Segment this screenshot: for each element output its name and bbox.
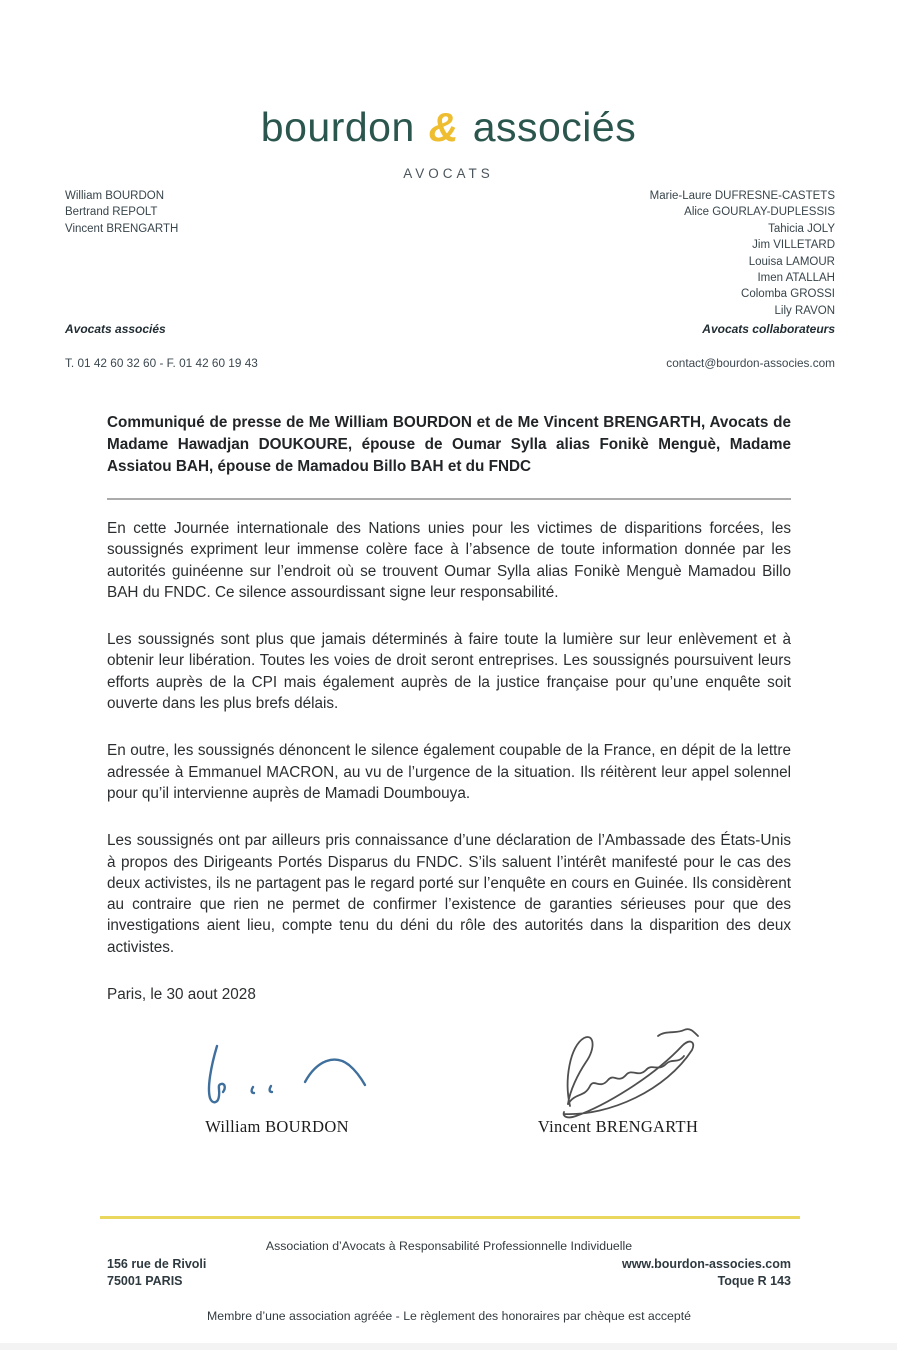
signatory-name-right: Vincent BRENGARTH	[537, 1117, 699, 1136]
email-line: contact@bourdon-associes.com	[666, 356, 835, 370]
toque-number: Toque R 143	[717, 1274, 791, 1288]
membership-line: Membre d’une association agréée - Le règlement des honoraires par chèque est accepté	[207, 1309, 691, 1323]
paragraph-1: En cette Journée internationale des Nations unies pour les victimes de disparitions forcées, les soussignés expriment leur immense colère face à l’absence de toute information donnée par les autorités guinéenne sur l’endroit où se trouvent Oumar Sylla alias Fonikè Menguè Mamadou Billo BAH du FNDC. Ce silence assourdissant signe leur responsabilité.	[107, 520, 791, 601]
website-text: www.bourdon-associes.com	[621, 1257, 791, 1271]
paragraph-2: Les soussignés sont plus que jamais déterminés à faire toute la lumière sur leur enlèvement et à obtenir leur libération. Toutes les voies de droit seront entreprises. Les soussignés poursuivent leurs efforts auprès de la CPI mais également auprès de la justice française pour qu’une enquête soit ouverte dans les plus brefs délais.	[107, 631, 791, 713]
associate-name: William BOURDON	[65, 190, 165, 202]
phone-fax-line: T. 01 42 60 32 60 - F. 01 42 60 19 43	[65, 356, 258, 370]
collaborator-name: Louisa LAMOUR	[748, 255, 835, 268]
paragraph-4: Les soussignés ont par ailleurs pris connaissance d’une déclaration de l’Ambassade des États-Unis à propos des Dirigeants Portés Disparus du FNDC. S’ils saluent l’intérêt manifesté pour le cas des deux activistes, ils ne partagent pas le regard porté sur l’enquête en cours en Guinée. Ils considèrent au contraire que rien ne permet de confirmer l’existence de garanties sérieuses pour que des investigations aient lieu, compte tenu du déni du rôle des autorités dans la disparition des deux activistes.	[107, 832, 791, 956]
collaborator-name: Jim VILLETARD	[752, 239, 835, 252]
page-bottom-edge	[0, 1343, 897, 1350]
logo-ampersand: &	[428, 104, 459, 150]
collaborator-name: Tahicia JOLY	[768, 222, 835, 235]
letter-body	[107, 412, 791, 1005]
collaborator-name: Colomba GROSSI	[741, 288, 835, 301]
collaborator-name: Marie-Laure DUFRESNE-CASTETS	[649, 190, 835, 202]
address-street: 156 rue de Rivoli	[107, 1257, 207, 1271]
heading-divider	[107, 498, 791, 500]
footer-web-toque	[622, 1256, 791, 1290]
collaborators-label: Avocats collaborateurs	[702, 322, 835, 336]
vincent-brengarth-signature	[540, 1028, 705, 1123]
footer-divider	[100, 1216, 800, 1219]
associates-label: Avocats associés	[65, 322, 166, 336]
date-place-line: Paris, le 30 aout 2028	[107, 986, 256, 1004]
associate-name: Vincent BRENGARTH	[65, 222, 179, 235]
logo-part1: bourdon	[260, 104, 415, 150]
associates-name-list	[65, 188, 178, 237]
press-release-heading: Communiqué de presse de Me William BOURDON et de Me Vincent BRENGARTH, Avocats de Madame Hawadjan DOUKOURE, épouse de Oumar Sylla alias Fonikè Menguè, Madame Assiatou BAH, épouse de Mamadou Billo BAH et du FNDC	[107, 414, 791, 475]
collaborator-name: Imen ATALLAH	[757, 272, 835, 285]
collaborator-name: Alice GOURLAY-DUPLESSIS	[684, 206, 835, 219]
signatory-name-left: William BOURDON	[205, 1117, 349, 1136]
footer-address	[107, 1256, 206, 1290]
paragraph-3: En outre, les soussignés dénoncent le silence également coupable de la France, en dépit de la lettre adressée à Emmanuel MACRON, au vu de l’urgence de la situation. Ils réitèrent leur appel solennel pour qu’il intervienne auprès de Mamadi Doumbouya.	[107, 742, 791, 802]
collaborators-name-list	[650, 188, 835, 319]
william-bourdon-signature	[195, 1040, 410, 1120]
footer-contact-grid	[107, 1256, 791, 1290]
associate-name: Bertrand REPOLT	[65, 206, 158, 219]
firm-subtitle: AVOCATS	[403, 166, 494, 181]
collaborator-name: Lily RAVON	[774, 304, 835, 317]
association-line: Association d’Avocats à Responsabilité Professionnelle Individuelle	[265, 1239, 633, 1253]
logo-part2: associés	[472, 104, 637, 150]
firm-logo	[0, 104, 897, 151]
address-city: 75001 PARIS	[107, 1274, 183, 1288]
